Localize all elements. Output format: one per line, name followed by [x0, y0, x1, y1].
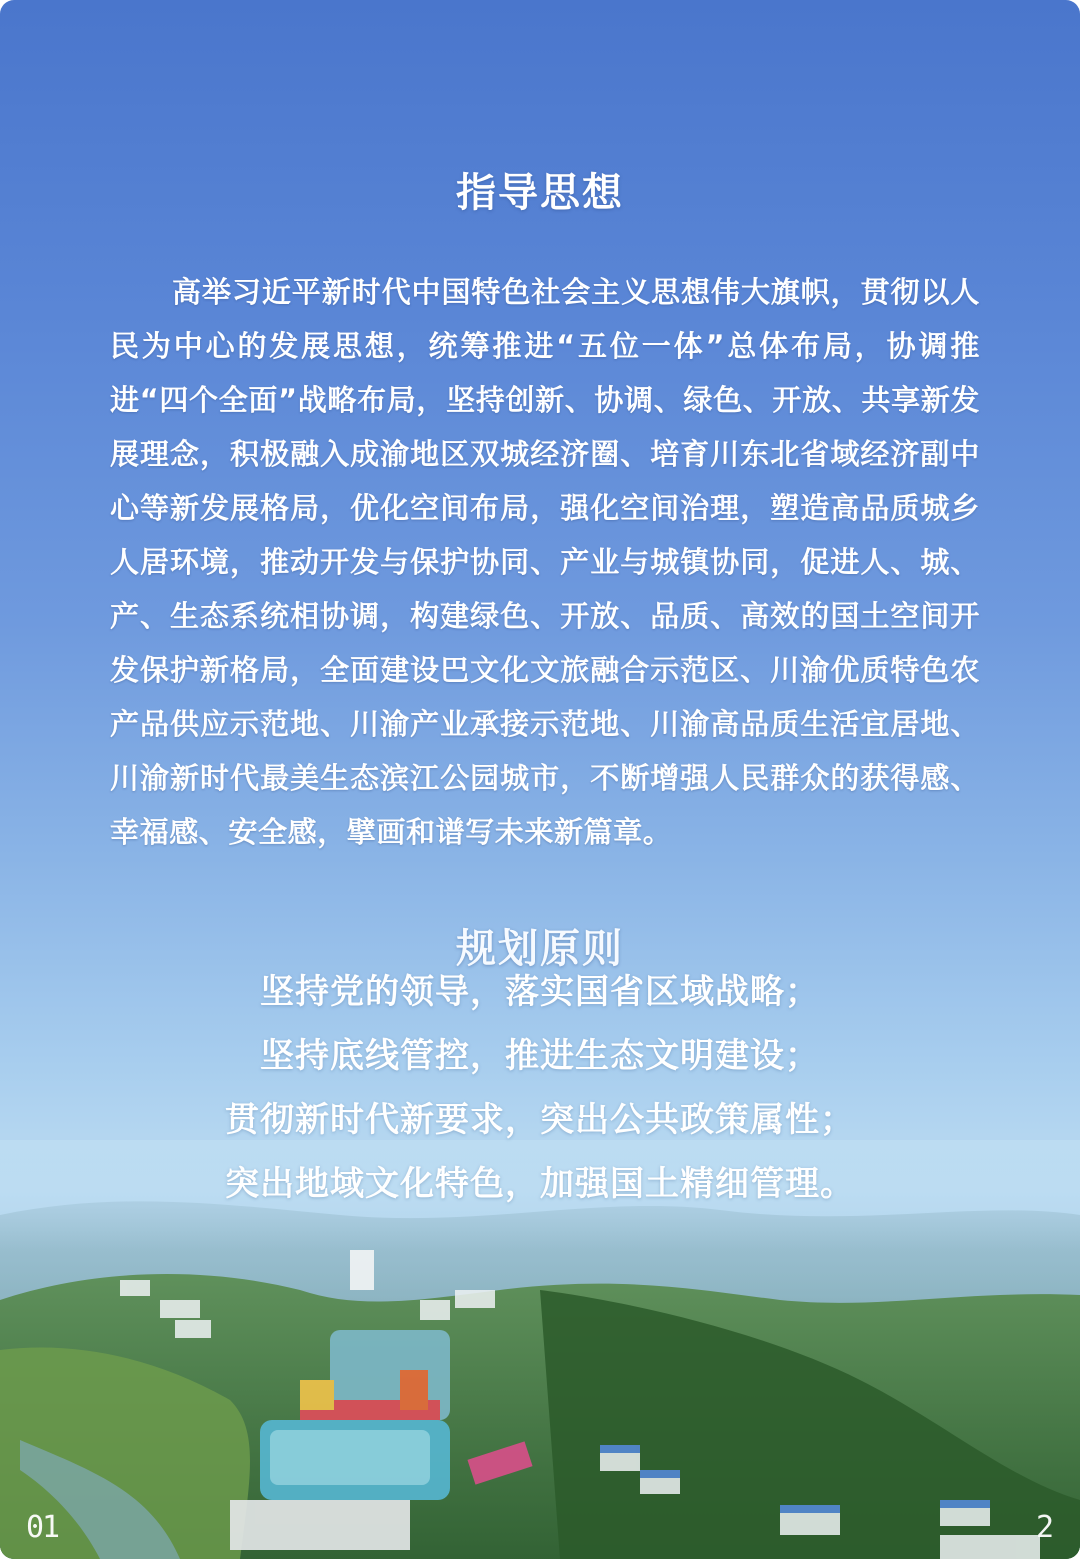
planning-principles-list: [0, 960, 1080, 1216]
principle-item: 坚持党的领导，落实国省区域战略；: [260, 972, 820, 1012]
guiding-ideology-title: 指导思想: [456, 169, 624, 216]
page-number-left: 01: [26, 1510, 59, 1545]
principle-item: 突出地域文化特色，加强国土精细管理。: [225, 1164, 855, 1204]
principle-item: 贯彻新时代新要求，突出公共政策属性；: [225, 1100, 855, 1140]
page-number-right: 2: [1035, 1510, 1052, 1545]
planning-principles-title: 规划原则: [456, 926, 624, 973]
guiding-ideology-paragraph: 高举习近平新时代中国特色社会主义思想伟大旗帜，贯彻以人民为中心的发展思想，统筹推进“五位一体”总体布局，协调推进“四个全面”战略布局，坚持创新、协调、绿色、开放、共享新发展理念，积极融入成渝地区双城经济圈、培育川东北省域经济副中心等新发展格局，优化空间布局，强化空间治理，塑造高品质城乡人居环境，推动开发与保护协同、产业与城镇协同，促进人、城、产、生态系统相协调，构建绿色、开放、品质、高效的国土空间开发保护新格局，全面建设巴文化文旅融合示范区、川渝优质特色农产品供应示范地、川渝产业承接示范地、川渝高品质生活宜居地、川渝新时代最美生态滨江公园城市，不断增强人民群众的获得感、幸福感、安全感，擘画和谱写未来新篇章。: [110, 275, 980, 849]
principle-item: 坚持底线管控，推进生态文明建设；: [260, 1036, 820, 1076]
